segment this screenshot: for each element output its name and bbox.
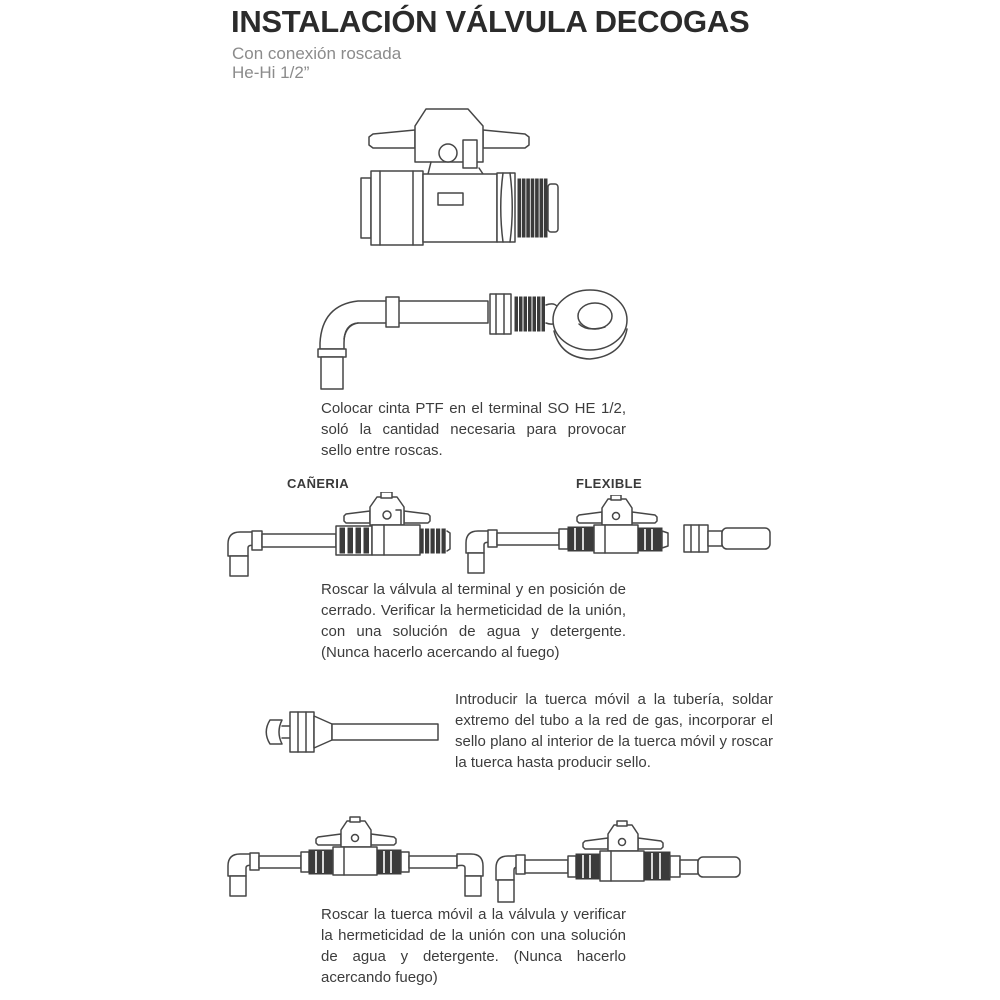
figure-ptfe-tape-step bbox=[298, 283, 633, 393]
instruction-step-1: Colocar cinta PTF en el terminal SO HE 1/2, soló la cantidad necesaria para provocar sello entre roscas. bbox=[321, 400, 626, 459]
label-flexible: FLEXIBLE bbox=[576, 476, 643, 491]
figure-ball-valve bbox=[345, 100, 560, 248]
figure-caneria-connection bbox=[218, 492, 453, 580]
instruction-step-4: Roscar la tuerca móvil a la válvula y verificar la hermeticidad de la unión con una solución de agua y detergente. (Nunca hacerlo acercando fuego) bbox=[321, 906, 626, 986]
subtitle-connection-type: Con conexión roscada bbox=[232, 44, 402, 63]
instruction-step-3: Introducir la tuerca móvil a la tubería, soldar extremo del tubo a la red de gas, incorporar el sello plano al interior de la tuerca móvil y roscar la tuerca hasta producir sello. bbox=[455, 691, 773, 771]
figure-flexible-connection bbox=[456, 495, 774, 575]
instruction-step-2: Roscar la válvula al terminal y en posición de cerrado. Verificar la hermeticidad de la unión, con una solución de agua y detergente. (Nunca hacerlo acercando al fuego) bbox=[321, 581, 626, 661]
figure-assembled-pipe bbox=[218, 814, 496, 902]
figure-movable-nut-tube bbox=[260, 706, 442, 758]
figure-assembled-flexible bbox=[488, 816, 746, 908]
page-title: INSTALACIÓN VÁLVULA DECOGAS bbox=[231, 4, 750, 39]
subtitle-size: He-Hi 1/2” bbox=[232, 63, 310, 82]
label-caneria: CAÑERIA bbox=[287, 476, 350, 491]
